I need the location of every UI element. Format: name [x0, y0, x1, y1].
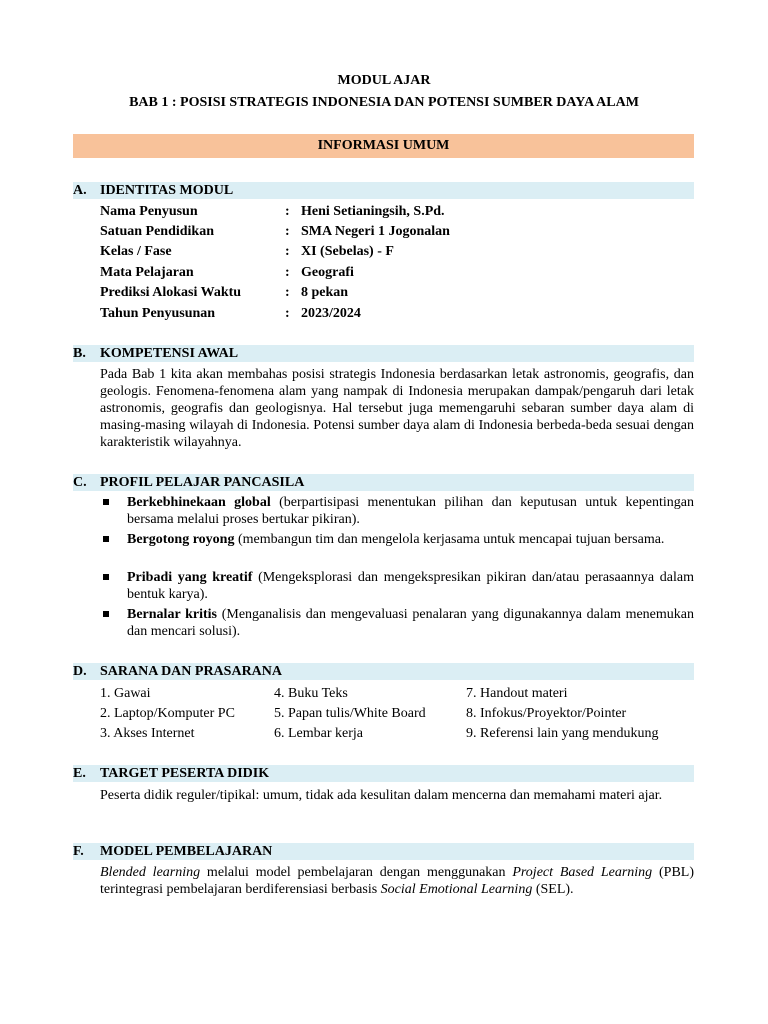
model-italic: Social Emotional Learning	[380, 882, 533, 897]
bullet-square-icon	[103, 536, 109, 542]
profil-rest: (Mengeksplorasi dan mengekspresikan pikiran dan/atau perasaannya dalam bentuk karya).	[127, 570, 694, 602]
identitas-key: Mata Pelajaran	[100, 265, 194, 280]
document-title: MODUL AJAR	[337, 73, 431, 88]
model-plain: melalui model pembelajaran dengan menggunakan	[200, 865, 513, 880]
sarana-item: 6. Lembar kerja	[274, 726, 364, 741]
identitas-key: Tahun Penyusunan	[100, 306, 216, 321]
profil-rest: (membangun tim dan mengelola kerjasama untuk mencapai tujuan bersama.	[234, 532, 665, 547]
sarana-item: 1. Gawai	[100, 686, 151, 701]
kompetensi-awal-text: Pada Bab 1 kita akan membahas posisi strategis Indonesia berdasarkan letak astronomis, geografis, dan geologis. Fenomena-fenomena alam yang nampak di Indonesia merupakan dampak/pengaruh dari letak astronomis, geografis dan geologisnya. Hal tersebut juga memengaruhi sebaran sumber daya alam di masing-masing wilayah di Indonesia. Potensi sumber daya alam di Indonesia berbeda-beda sesuai dengan karakteristik wilayahnya.	[100, 367, 694, 450]
sarana-item: 8. Infokus/Proyektor/Pointer	[466, 706, 627, 721]
profil-bold: Bernalar kritis	[127, 607, 218, 622]
identitas-sep: :	[285, 265, 290, 280]
identitas-key: Kelas / Fase	[100, 244, 172, 259]
identitas-sep: :	[285, 224, 290, 239]
identitas-row	[100, 305, 694, 325]
info-bar: INFORMASI UMUM	[73, 134, 694, 158]
profil-text	[127, 606, 694, 640]
model-italic: Blended learning	[100, 865, 201, 880]
section-b-heading	[73, 345, 694, 362]
document-subtitle: BAB 1 : POSISI STRATEGIS INDONESIA DAN POTENSI SUMBER DAYA ALAM	[129, 95, 639, 110]
section-e-heading	[73, 765, 694, 782]
bullet-square-icon	[103, 611, 109, 617]
identitas-key: Nama Penyusun	[100, 204, 198, 219]
section-label: PROFIL PELAJAR PANCASILA	[100, 475, 305, 490]
section-letter: F.	[73, 844, 84, 859]
bullet-square-icon	[103, 499, 109, 505]
target-text: Peserta didik reguler/tipikal: umum, tidak ada kesulitan dalam mencerna dan memahami materi ajar.	[100, 788, 663, 803]
model-plain: (SEL).	[532, 882, 574, 897]
section-letter: E.	[73, 766, 86, 781]
identitas-value: 2023/2024	[301, 306, 361, 321]
identitas-row	[100, 243, 694, 263]
identitas-sep: :	[285, 204, 290, 219]
profil-bold: Berkebhinekaan global	[127, 495, 271, 510]
section-letter: C.	[73, 475, 87, 490]
identitas-value: 8 pekan	[301, 285, 349, 300]
identitas-key: Satuan Pendidikan	[100, 224, 214, 239]
identitas-key: Prediksi Alokasi Waktu	[100, 285, 242, 300]
identitas-value: Heni Setianingsih, S.Pd.	[301, 204, 445, 219]
identitas-row	[100, 284, 694, 304]
sarana-item: 4. Buku Teks	[274, 686, 348, 701]
section-a-heading	[73, 182, 694, 199]
profil-text	[127, 569, 694, 603]
identitas-row	[100, 203, 694, 223]
section-label: SARANA DAN PRASARANA	[100, 664, 283, 679]
section-letter: D.	[73, 664, 87, 679]
section-d-heading	[73, 663, 694, 680]
section-letter: B.	[73, 346, 86, 361]
model-text	[100, 864, 694, 898]
sarana-item: 2. Laptop/Komputer PC	[100, 706, 235, 721]
sarana-item: 5. Papan tulis/White Board	[274, 706, 426, 721]
profil-rest: (berpartisipasi menentukan pilihan dan keputusan untuk kepentingan bersama melalui proses bertukar pikiran).	[127, 495, 694, 527]
sarana-item: 7. Handout materi	[466, 686, 568, 701]
identitas-value: Geografi	[301, 265, 354, 280]
section-letter: A.	[73, 183, 87, 198]
identitas-sep: :	[285, 244, 290, 259]
model-italic: Project Based Learning	[512, 865, 653, 880]
identitas-row	[100, 223, 694, 243]
identitas-value: XI (Sebelas) - F	[301, 244, 394, 259]
identitas-sep: :	[285, 285, 290, 300]
model-plain: (PBL) terintegrasi pembelajaran berdiferensiasi berbasis	[100, 865, 694, 897]
identitas-row	[100, 264, 694, 284]
profil-bold: Pribadi yang kreatif	[127, 570, 253, 585]
profil-bold: Bergotong royong	[127, 532, 235, 547]
section-label: IDENTITAS MODUL	[100, 183, 234, 198]
identitas-value: SMA Negeri 1 Jogonalan	[301, 224, 450, 239]
profil-text	[127, 531, 694, 548]
bullet-square-icon	[103, 574, 109, 580]
section-f-heading	[73, 843, 694, 860]
section-label: TARGET PESERTA DIDIK	[100, 766, 270, 781]
profil-text	[127, 494, 694, 528]
sarana-item: 3. Akses Internet	[100, 726, 195, 741]
section-c-heading	[73, 474, 694, 491]
section-label: KOMPETENSI AWAL	[100, 346, 239, 361]
profil-rest: (Menganalisis dan mengevaluasi penalaran yang digunakannya dalam menemukan dan mencari solusi).	[127, 607, 694, 639]
identitas-sep: :	[285, 306, 290, 321]
section-label: MODEL PEMBELAJARAN	[100, 844, 273, 859]
sarana-item: 9. Referensi lain yang mendukung	[466, 726, 659, 741]
